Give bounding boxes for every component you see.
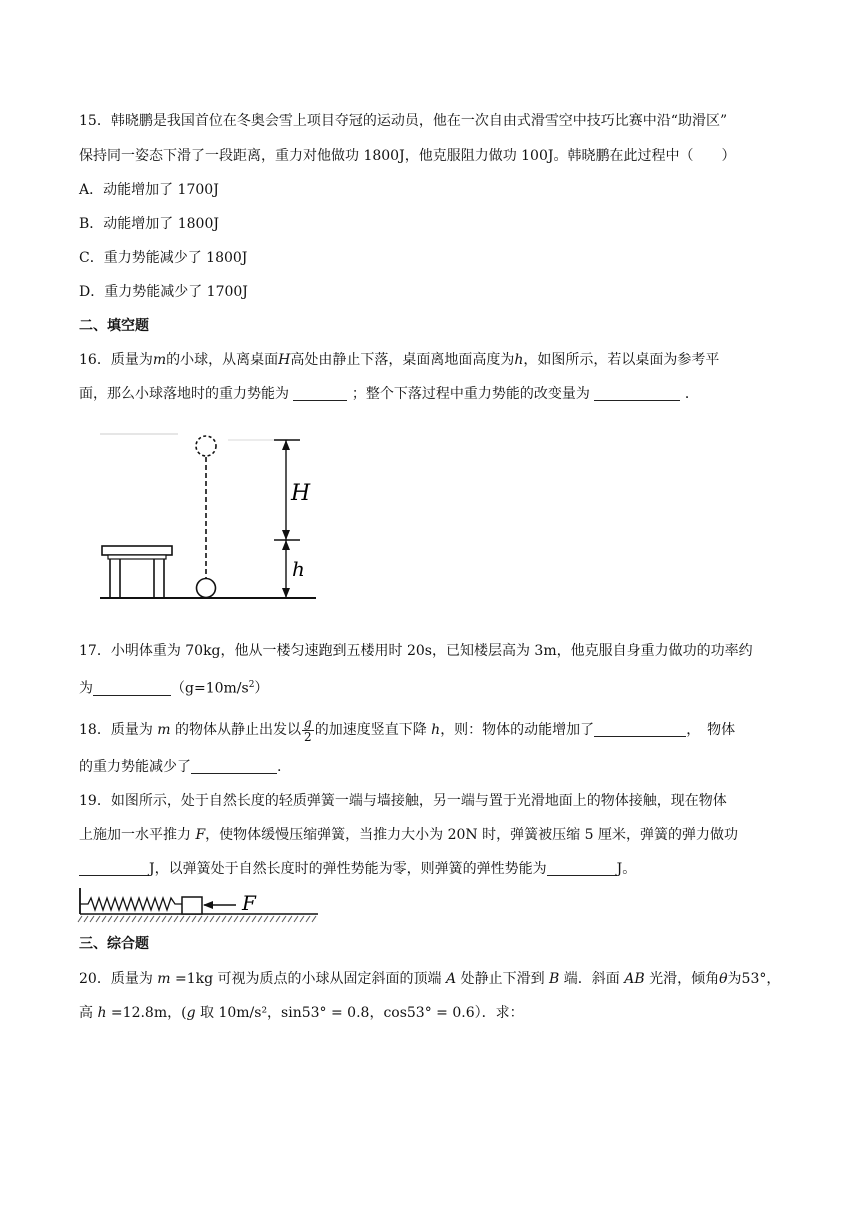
q19-blank-2[interactable] — [547, 861, 617, 876]
q15-stem-line1: 15．韩晓鹏是我国首位在冬奥会雪上项目夺冠的运动员，他在一次自由式滑雪空中技巧比赛中沿“助滑区” — [79, 113, 728, 129]
q17-blank[interactable] — [93, 681, 171, 696]
q16-stem-line1: 16．质量为m的小球，从离桌面H高处由静止下落，桌面离地面高度为h，如图所示，若以桌面为参考平 — [79, 352, 720, 368]
spring — [80, 898, 182, 910]
q18-blank-2[interactable] — [191, 759, 277, 774]
q15-stem-line2: 保持同一姿态下滑了一段距离，重力对他做功 1800J，他克服阻力做功 100J。韩晓鹏在此过程中（ ） — [79, 148, 736, 164]
force-arrow — [203, 901, 213, 909]
table-top — [102, 546, 172, 555]
q20-stem-line2: 高 h =12.8m，(g 取 10m/s²，sin53° = 0.8，cos53° = 0.6）．求： — [79, 1005, 524, 1021]
q15-option-b: B．动能增加了 1800J — [79, 216, 219, 232]
q20-stem-line1: 20．质量为 m =1kg 可视为质点的小球从固定斜面的顶端 A 处静止下滑到 B 端．斜面 AB 光滑，倾角θ为53°， — [79, 971, 781, 987]
q18-stem-line2: 的重力势能减少了 . — [79, 759, 282, 775]
q19-stem-line1: 19．如图所示，处于自然长度的轻质弹簧一端与墙接触，另一端与置于光滑地面上的物体接触，现在物体 — [79, 793, 727, 809]
section-heading-comprehensive: 三、综合题 — [79, 936, 149, 952]
q15-option-a: A．动能增加了 1700J — [79, 182, 219, 198]
q19-blank-1[interactable] — [79, 861, 149, 876]
label-H: H — [291, 481, 311, 506]
section-heading-fill-in: 二、填空题 — [79, 318, 149, 334]
q16-blank-1[interactable] — [293, 386, 347, 401]
q18-blank-1[interactable] — [594, 722, 686, 737]
q17-stem-line2: 为 $(g=10m/s^2)$ — [79, 680, 269, 697]
q19-stem-line3: J，以弹簧处于自然长度时的弹性势能为零，则弹簧的弹性势能为 J。 — [79, 860, 636, 878]
q18-stem-line1: 18．质量为 m 的物体从静止出发以 $\frac{g}{2}$ 的加速度竖直下降 h，则：物体的动能增加了 ， 物体 — [79, 715, 736, 744]
block — [182, 897, 202, 914]
q16-blank-2[interactable] — [594, 386, 680, 401]
q16-stem-line2: 面，那么小球落地时的重力势能为 ；整个下落过程中重力势能的改变量为 ． — [79, 386, 699, 402]
label-h: h — [292, 557, 305, 581]
ball-initial-dashed — [196, 436, 216, 456]
q18-fraction: $\frac{g}{2}$ — [304, 715, 312, 744]
q17-stem-line1: 17．小明体重为 70kg，他从一楼匀速跑到五楼用时 20s，已知楼层高为 3m，他克服自身重力做功的功率约 — [79, 643, 753, 659]
ball-final — [197, 579, 216, 598]
q19-stem-line2: 上施加一水平推力 F，使物体缓慢压缩弹簧，当推力大小为 20N 时，弹簧被压缩 5 厘米，弹簧的弹力做功 — [79, 827, 738, 843]
label-F: F — [242, 891, 256, 915]
q15-option-d: D．重力势能减少了 1700J — [79, 284, 248, 300]
q16-figure — [98, 430, 330, 610]
q19-spring-figure — [76, 882, 324, 926]
q15-option-c: C．重力势能减少了 1800J — [79, 250, 248, 266]
